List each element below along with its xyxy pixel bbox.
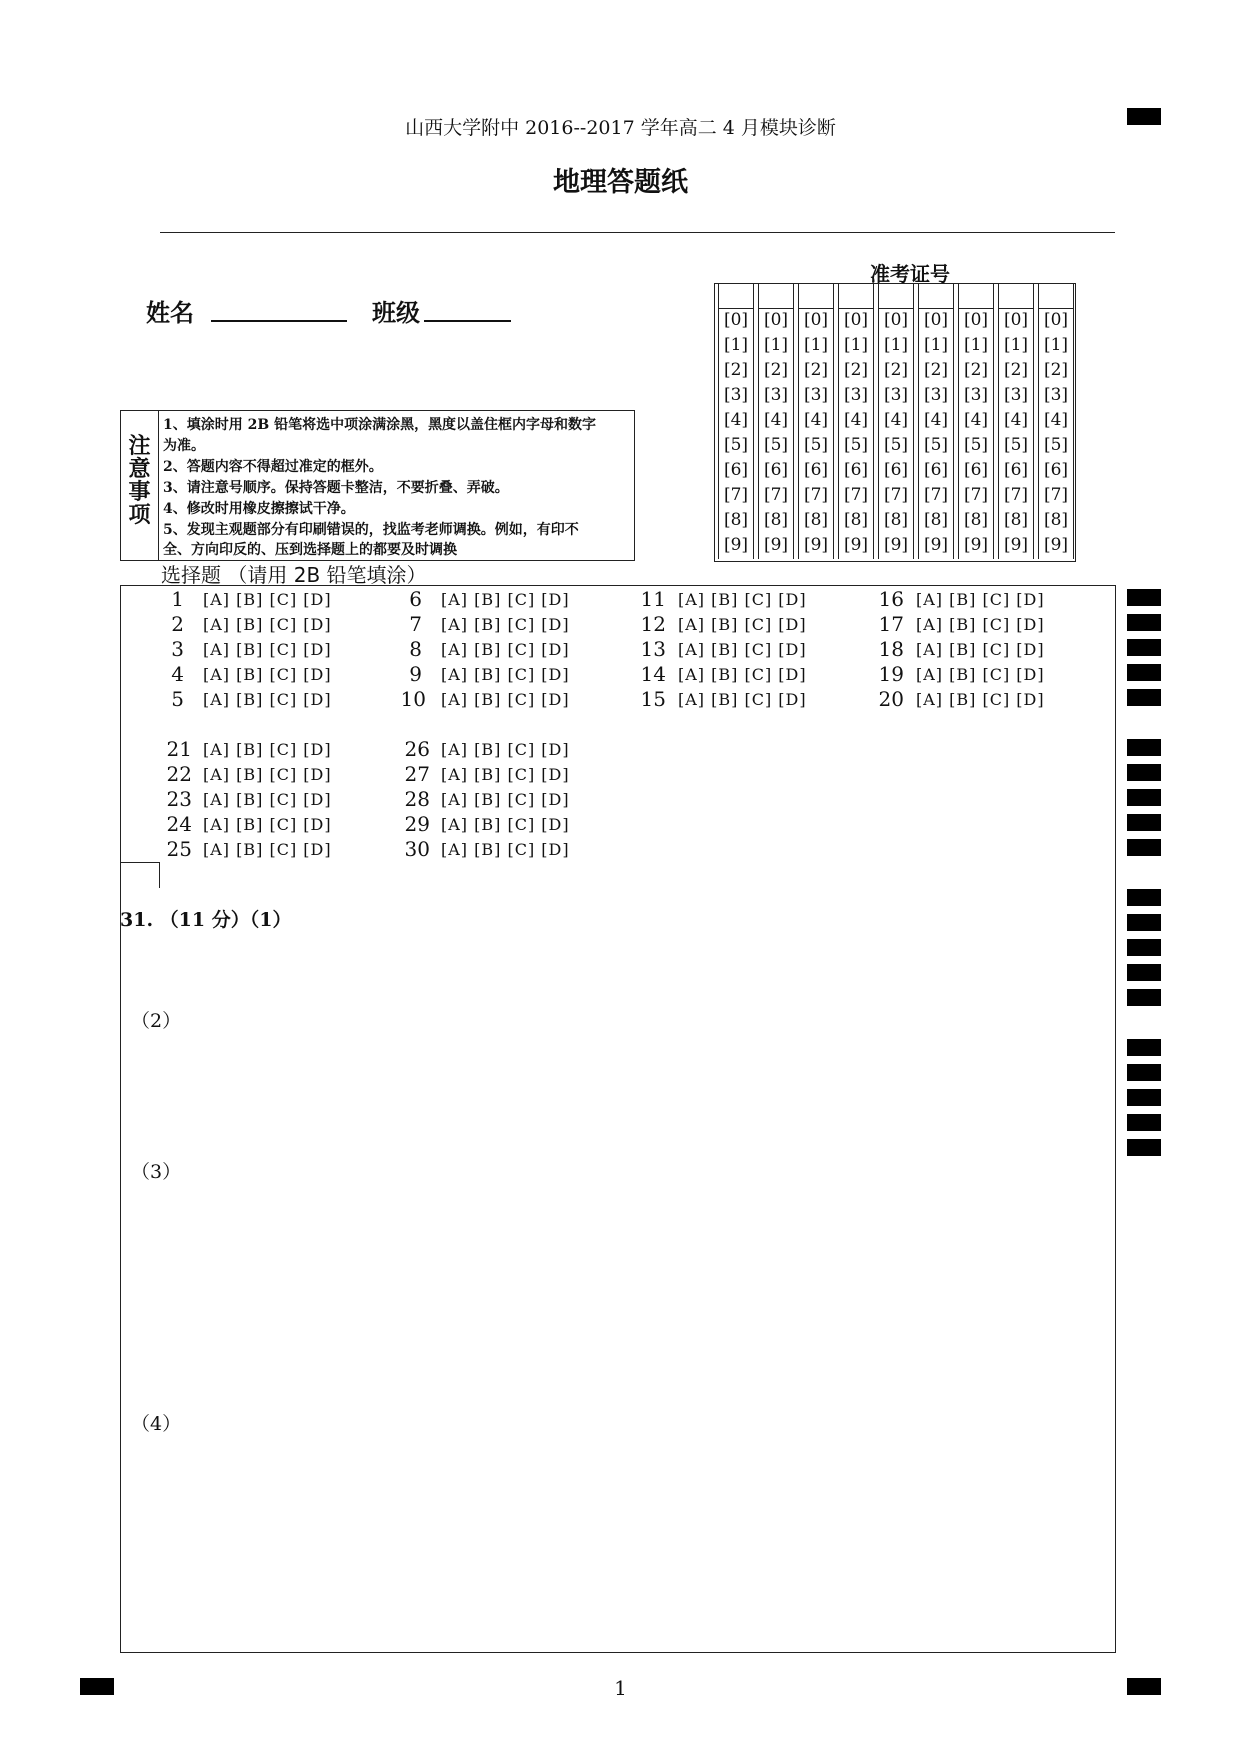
id-bubble[interactable]: [1] bbox=[1043, 335, 1069, 355]
header-divider bbox=[160, 232, 1115, 233]
id-bubble[interactable]: [0] bbox=[883, 310, 909, 330]
id-bubble[interactable]: [1] bbox=[1003, 335, 1029, 355]
answer-options[interactable]: [A] [B] [C] [D] bbox=[203, 690, 332, 709]
id-bubble[interactable]: [6] bbox=[763, 460, 789, 480]
id-bubble[interactable]: [5] bbox=[763, 435, 789, 455]
question-number: 26 bbox=[404, 737, 430, 761]
q31-answer-area[interactable] bbox=[140, 935, 1100, 1635]
id-bubble[interactable]: [4] bbox=[1043, 410, 1069, 430]
id-bubble[interactable]: [4] bbox=[763, 410, 789, 430]
timing-mark bbox=[1127, 789, 1161, 806]
id-bubble[interactable]: [1] bbox=[803, 335, 829, 355]
id-bubble[interactable]: [0] bbox=[1043, 310, 1069, 330]
answer-options[interactable]: [A] [B] [C] [D] bbox=[203, 640, 332, 659]
id-bubble[interactable]: [2] bbox=[803, 360, 829, 380]
answer-options[interactable]: [A] [B] [C] [D] bbox=[916, 690, 1045, 709]
answer-options[interactable]: [A] [B] [C] [D] bbox=[441, 740, 570, 759]
question-number: 8 bbox=[409, 637, 422, 661]
page-number: 1 bbox=[614, 1676, 627, 1700]
question-number: 24 bbox=[166, 812, 192, 836]
notice-line: 1、填涂时用 2B 铅笔将选中项涂满涂黑，黑度以盖住框内字母和数字 bbox=[163, 417, 597, 433]
id-bubble[interactable]: [2] bbox=[1043, 360, 1069, 380]
question-number: 14 bbox=[640, 662, 666, 686]
notice-line: 2、答题内容不得超过准定的框外。 bbox=[163, 459, 383, 475]
exam-id-write-box[interactable] bbox=[959, 284, 993, 309]
exam-id-column bbox=[918, 284, 954, 559]
id-bubble[interactable]: [7] bbox=[1043, 485, 1069, 505]
id-bubble[interactable]: [6] bbox=[803, 460, 829, 480]
id-bubble[interactable]: [8] bbox=[843, 510, 869, 530]
exam-id-write-box[interactable] bbox=[919, 284, 953, 309]
question-number: 11 bbox=[640, 587, 666, 611]
id-bubble[interactable]: [8] bbox=[803, 510, 829, 530]
id-bubble[interactable]: [2] bbox=[723, 360, 749, 380]
name-field[interactable] bbox=[211, 320, 347, 322]
id-bubble[interactable]: [7] bbox=[763, 485, 789, 505]
id-bubble[interactable]: [3] bbox=[923, 385, 949, 405]
timing-mark bbox=[1127, 764, 1161, 781]
id-bubble[interactable]: [1] bbox=[843, 335, 869, 355]
question-number: 15 bbox=[640, 687, 666, 711]
timing-mark bbox=[1127, 1089, 1161, 1106]
notice-line: 4、修改时用橡皮擦擦试干净。 bbox=[163, 501, 355, 517]
sheet-title: 地理答题纸 bbox=[553, 167, 688, 198]
answer-options[interactable]: [A] [B] [C] [D] bbox=[441, 590, 570, 609]
notice-side-char: 项 bbox=[128, 502, 151, 528]
exam-id-column bbox=[838, 284, 874, 559]
answer-options[interactable]: [A] [B] [C] [D] bbox=[678, 665, 807, 684]
id-bubble[interactable]: [3] bbox=[843, 385, 869, 405]
id-bubble[interactable]: [4] bbox=[723, 410, 749, 430]
q31-part-label: （4） bbox=[131, 1413, 182, 1435]
question-number: 7 bbox=[409, 612, 422, 636]
id-bubble[interactable]: [7] bbox=[963, 485, 989, 505]
id-bubble[interactable]: [0] bbox=[1003, 310, 1029, 330]
id-bubble[interactable]: [3] bbox=[1043, 385, 1069, 405]
id-bubble[interactable]: [2] bbox=[923, 360, 949, 380]
answer-options[interactable]: [A] [B] [C] [D] bbox=[441, 640, 570, 659]
id-bubble[interactable]: [6] bbox=[923, 460, 949, 480]
id-bubble[interactable]: [9] bbox=[723, 535, 749, 555]
id-bubble[interactable]: [2] bbox=[843, 360, 869, 380]
answer-options[interactable]: [A] [B] [C] [D] bbox=[678, 690, 807, 709]
id-bubble[interactable]: [0] bbox=[803, 310, 829, 330]
question-number: 21 bbox=[166, 737, 192, 761]
id-bubble[interactable]: [9] bbox=[963, 535, 989, 555]
question-number: 2 bbox=[171, 612, 184, 636]
exam-id-write-box[interactable] bbox=[879, 284, 913, 309]
q31-part-label: （3） bbox=[131, 1161, 182, 1183]
id-bubble[interactable]: [0] bbox=[843, 310, 869, 330]
id-bubble[interactable]: [1] bbox=[963, 335, 989, 355]
id-bubble[interactable]: [5] bbox=[963, 435, 989, 455]
timing-mark bbox=[1127, 1139, 1161, 1156]
id-bubble[interactable]: [6] bbox=[1003, 460, 1029, 480]
timing-mark bbox=[1127, 739, 1161, 756]
answer-options[interactable]: [A] [B] [C] [D] bbox=[203, 590, 332, 609]
school-title: 山西大学附中 2016--2017 学年高二 4 月模块诊断 bbox=[405, 117, 836, 139]
notice-box bbox=[120, 410, 635, 561]
id-bubble[interactable]: [9] bbox=[803, 535, 829, 555]
exam-id-column bbox=[1038, 284, 1074, 559]
id-bubble[interactable]: [5] bbox=[803, 435, 829, 455]
answer-options[interactable]: [A] [B] [C] [D] bbox=[441, 815, 570, 834]
id-bubble[interactable]: [5] bbox=[883, 435, 909, 455]
question-number: 17 bbox=[878, 612, 904, 636]
timing-mark bbox=[1127, 914, 1161, 931]
exam-id-write-box[interactable] bbox=[719, 284, 753, 309]
id-bubble[interactable]: [7] bbox=[843, 485, 869, 505]
answer-options[interactable]: [A] [B] [C] [D] bbox=[441, 790, 570, 809]
notice-line: 5、发现主观题部分有印刷错误的，找监考老师调换。例如，有印不 bbox=[163, 522, 579, 538]
answer-options[interactable]: [A] [B] [C] [D] bbox=[441, 840, 570, 859]
name-label: 姓名 bbox=[146, 298, 194, 327]
id-bubble[interactable]: [9] bbox=[923, 535, 949, 555]
answer-options[interactable]: [A] [B] [C] [D] bbox=[441, 665, 570, 684]
timing-mark bbox=[1127, 1039, 1161, 1056]
answer-options[interactable]: [A] [B] [C] [D] bbox=[441, 615, 570, 634]
question-number: 19 bbox=[878, 662, 904, 686]
answer-options[interactable]: [A] [B] [C] [D] bbox=[203, 765, 332, 784]
timing-mark bbox=[1127, 939, 1161, 956]
answer-options[interactable]: [A] [B] [C] [D] bbox=[203, 740, 332, 759]
id-bubble[interactable]: [1] bbox=[883, 335, 909, 355]
question-number: 20 bbox=[878, 687, 904, 711]
timing-mark bbox=[1127, 964, 1161, 981]
id-bubble[interactable]: [1] bbox=[723, 335, 749, 355]
id-bubble[interactable]: [7] bbox=[883, 485, 909, 505]
id-bubble[interactable]: [8] bbox=[1003, 510, 1029, 530]
id-bubble[interactable]: [8] bbox=[763, 510, 789, 530]
exam-id-write-box[interactable] bbox=[759, 284, 793, 309]
id-bubble[interactable]: [6] bbox=[723, 460, 749, 480]
answer-options[interactable]: [A] [B] [C] [D] bbox=[203, 815, 332, 834]
notice-side-char: 注 bbox=[128, 433, 151, 459]
id-bubble[interactable]: [0] bbox=[723, 310, 749, 330]
id-bubble[interactable]: [5] bbox=[843, 435, 869, 455]
id-bubble[interactable]: [0] bbox=[963, 310, 989, 330]
id-bubble[interactable]: [2] bbox=[763, 360, 789, 380]
exam-id-write-box[interactable] bbox=[799, 284, 833, 309]
question-number: 25 bbox=[166, 837, 192, 861]
id-bubble[interactable]: [0] bbox=[763, 310, 789, 330]
exam-id-write-box[interactable] bbox=[1039, 284, 1073, 309]
id-bubble[interactable]: [4] bbox=[843, 410, 869, 430]
notice-side-char: 事 bbox=[128, 479, 151, 505]
timing-mark bbox=[1127, 839, 1161, 856]
question-number: 23 bbox=[166, 787, 192, 811]
class-label: 班级 bbox=[372, 298, 420, 327]
id-bubble[interactable]: [2] bbox=[963, 360, 989, 380]
exam-id-grid bbox=[714, 283, 1076, 562]
id-bubble[interactable]: [4] bbox=[803, 410, 829, 430]
question-number: 22 bbox=[166, 762, 192, 786]
q31-label: 31. （11 分）（1） bbox=[120, 909, 292, 931]
question-number: 4 bbox=[171, 662, 184, 686]
id-bubble[interactable]: [6] bbox=[843, 460, 869, 480]
id-bubble[interactable]: [7] bbox=[923, 485, 949, 505]
exam-id-label: 准考证号 bbox=[870, 262, 950, 286]
id-bubble[interactable]: [9] bbox=[763, 535, 789, 555]
id-bubble[interactable]: [9] bbox=[843, 535, 869, 555]
id-bubble[interactable]: [9] bbox=[883, 535, 909, 555]
id-bubble[interactable]: [3] bbox=[1003, 385, 1029, 405]
answer-options[interactable]: [A] [B] [C] [D] bbox=[203, 665, 332, 684]
id-bubble[interactable]: [3] bbox=[723, 385, 749, 405]
question-number: 29 bbox=[404, 812, 430, 836]
notice-line: 为准。 bbox=[163, 438, 205, 454]
id-bubble[interactable]: [8] bbox=[923, 510, 949, 530]
id-bubble[interactable]: [7] bbox=[803, 485, 829, 505]
id-bubble[interactable]: [3] bbox=[803, 385, 829, 405]
id-bubble[interactable]: [5] bbox=[923, 435, 949, 455]
timing-mark bbox=[1127, 689, 1161, 706]
id-bubble[interactable]: [4] bbox=[963, 410, 989, 430]
question-number: 16 bbox=[878, 587, 904, 611]
id-bubble[interactable]: [3] bbox=[883, 385, 909, 405]
exam-id-column bbox=[998, 284, 1034, 559]
answer-options[interactable]: [A] [B] [C] [D] bbox=[203, 790, 332, 809]
exam-id-column bbox=[958, 284, 994, 559]
timing-mark bbox=[1127, 589, 1161, 606]
id-bubble[interactable]: [7] bbox=[723, 485, 749, 505]
id-bubble[interactable]: [6] bbox=[963, 460, 989, 480]
answer-options[interactable]: [A] [B] [C] [D] bbox=[678, 590, 807, 609]
answer-options[interactable]: [A] [B] [C] [D] bbox=[441, 765, 570, 784]
exam-id-column bbox=[758, 284, 794, 559]
question-number: 27 bbox=[404, 762, 430, 786]
id-bubble[interactable]: [8] bbox=[883, 510, 909, 530]
id-bubble[interactable]: [0] bbox=[923, 310, 949, 330]
timing-mark bbox=[1127, 814, 1161, 831]
timing-mark bbox=[1127, 639, 1161, 656]
exam-id-column bbox=[878, 284, 914, 559]
id-bubble[interactable]: [4] bbox=[883, 410, 909, 430]
timing-mark bbox=[1127, 614, 1161, 631]
question-number: 5 bbox=[171, 687, 184, 711]
notice-side-label bbox=[121, 411, 159, 560]
exam-id-column bbox=[718, 284, 754, 559]
id-bubble[interactable]: [8] bbox=[963, 510, 989, 530]
id-bubble[interactable]: [4] bbox=[1003, 410, 1029, 430]
id-bubble[interactable]: [2] bbox=[1003, 360, 1029, 380]
id-bubble[interactable]: [5] bbox=[723, 435, 749, 455]
exam-id-write-box[interactable] bbox=[999, 284, 1033, 309]
question-number: 30 bbox=[404, 837, 430, 861]
timing-mark bbox=[1127, 1114, 1161, 1131]
id-bubble[interactable]: [3] bbox=[963, 385, 989, 405]
answer-options[interactable]: [A] [B] [C] [D] bbox=[678, 640, 807, 659]
question-number: 18 bbox=[878, 637, 904, 661]
answer-options[interactable]: [A] [B] [C] [D] bbox=[916, 590, 1045, 609]
id-bubble[interactable]: [6] bbox=[883, 460, 909, 480]
timing-mark bbox=[1127, 664, 1161, 681]
answer-options[interactable]: [A] [B] [C] [D] bbox=[203, 615, 332, 634]
id-bubble[interactable]: [5] bbox=[1003, 435, 1029, 455]
question-number: 28 bbox=[404, 787, 430, 811]
section-marker-box bbox=[121, 862, 160, 888]
answer-options[interactable]: [A] [B] [C] [D] bbox=[916, 615, 1045, 634]
answer-options[interactable]: [A] [B] [C] [D] bbox=[203, 840, 332, 859]
timing-mark bbox=[1127, 1064, 1161, 1081]
question-number: 3 bbox=[171, 637, 184, 661]
id-bubble[interactable]: [9] bbox=[1043, 535, 1069, 555]
id-bubble[interactable]: [1] bbox=[763, 335, 789, 355]
exam-id-write-box[interactable] bbox=[839, 284, 873, 309]
notice-line: 3、请注意号顺序。保持答题卡整洁，不要折叠、弄破。 bbox=[163, 480, 509, 496]
answer-options[interactable]: [A] [B] [C] [D] bbox=[441, 690, 570, 709]
notice-line: 全、方向印反的、压到选择题上的都要及时调换 bbox=[163, 542, 457, 558]
answer-options[interactable]: [A] [B] [C] [D] bbox=[678, 615, 807, 634]
id-bubble[interactable]: [9] bbox=[1003, 535, 1029, 555]
choice-heading: 选择题 （请用 2B 铅笔填涂） bbox=[161, 563, 427, 587]
id-bubble[interactable]: [8] bbox=[1043, 510, 1069, 530]
notice-side-char: 意 bbox=[128, 456, 151, 482]
id-bubble[interactable]: [2] bbox=[883, 360, 909, 380]
id-bubble[interactable]: [8] bbox=[723, 510, 749, 530]
timing-mark bbox=[1127, 889, 1161, 906]
question-number: 9 bbox=[409, 662, 422, 686]
question-number: 12 bbox=[640, 612, 666, 636]
id-bubble[interactable]: [3] bbox=[763, 385, 789, 405]
answer-options[interactable]: [A] [B] [C] [D] bbox=[916, 665, 1045, 684]
answer-options[interactable]: [A] [B] [C] [D] bbox=[916, 640, 1045, 659]
q31-part-label: （2） bbox=[131, 1010, 182, 1032]
timing-mark bbox=[1127, 989, 1161, 1006]
question-number: 1 bbox=[171, 587, 184, 611]
exam-id-column bbox=[798, 284, 834, 559]
question-number: 6 bbox=[409, 587, 422, 611]
question-number: 13 bbox=[640, 637, 666, 661]
id-bubble[interactable]: [4] bbox=[923, 410, 949, 430]
question-number: 10 bbox=[400, 687, 426, 711]
id-bubble[interactable]: [7] bbox=[1003, 485, 1029, 505]
id-bubble[interactable]: [6] bbox=[1043, 460, 1069, 480]
id-bubble[interactable]: [1] bbox=[923, 335, 949, 355]
id-bubble[interactable]: [5] bbox=[1043, 435, 1069, 455]
class-field[interactable] bbox=[424, 320, 511, 322]
